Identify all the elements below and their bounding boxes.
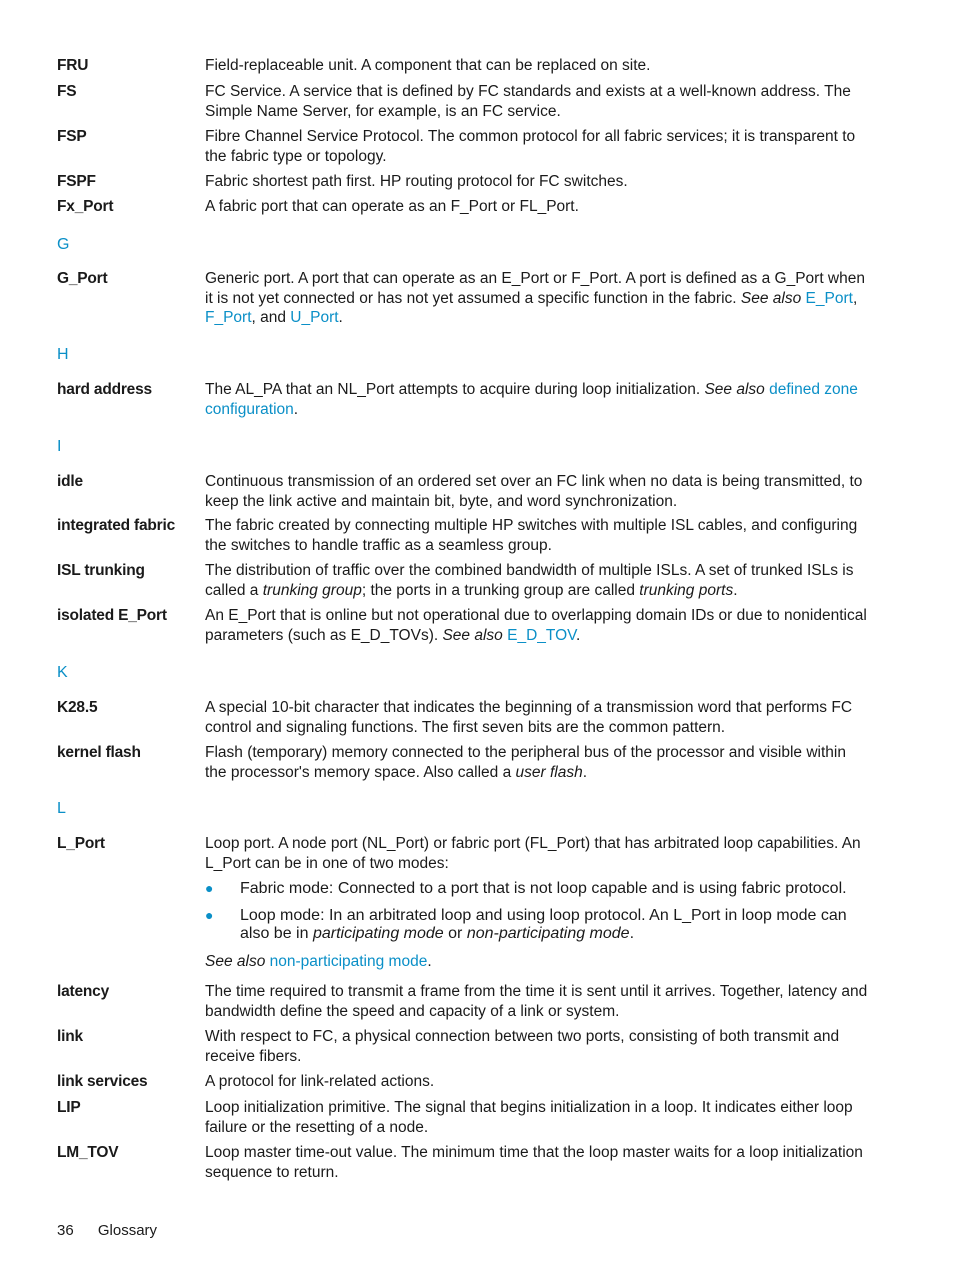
see-also-label: See also — [205, 953, 266, 970]
definition: The time required to transmit a frame from the time it is sent until it arrives. Together, latency and bandwidth define the speed and capacity of a link or system. — [205, 983, 868, 1020]
definition — [205, 561, 869, 600]
term: G_Port — [57, 270, 108, 287]
term: FRU — [57, 57, 89, 74]
definition: Loop master time-out value. The minimum time that the loop master waits for a loop initialization sequence to return. — [205, 1144, 863, 1181]
list-item-text: Loop mode: In an arbitrated loop and using loop protocol. An L_Port in loop mode can also be in — [240, 907, 847, 942]
entry-kernel-flash — [57, 743, 869, 782]
entry-fs — [57, 82, 869, 121]
entry-l-port — [57, 834, 869, 873]
term: isolated E_Port — [57, 607, 167, 624]
link-non-participating-mode[interactable]: non-participating mode — [269, 953, 428, 970]
link-e-port[interactable]: E_Port — [805, 289, 853, 307]
definition-text: Flash (temporary) memory connected to the peripheral bus of the processor and visible within the processor's memory space. Also called a — [205, 744, 846, 781]
see-also-label: See also — [442, 626, 503, 644]
definition-text: Generic port. A port that can operate as an E_Port or F_Port. A port is defined as a G_Port when it is not yet connected or has not yet assumed a specific function in the fabric. — [205, 270, 865, 307]
term: kernel flash — [57, 744, 141, 761]
term: FSPF — [57, 173, 96, 190]
section-letter-g: G — [57, 236, 70, 253]
italic-term: trunking group — [262, 581, 362, 599]
definition: Field-replaceable unit. A component that can be replaced on site. — [205, 57, 651, 74]
definition — [205, 952, 869, 972]
term: ISL trunking — [57, 562, 145, 579]
bullet-icon: ● — [205, 880, 214, 896]
definition: Fabric shortest path first. HP routing protocol for FC switches. — [205, 173, 628, 190]
period: . — [338, 309, 343, 326]
see-also-label: See also — [704, 381, 765, 398]
definition-text: ; the ports in a trunking group are called — [361, 581, 640, 599]
period: . — [293, 400, 299, 418]
term: Fx_Port — [57, 198, 114, 215]
entry-fru — [57, 56, 869, 76]
italic-term: trunking ports — [639, 581, 734, 599]
entry-g-port — [57, 269, 869, 328]
list-item — [205, 880, 872, 898]
term: FSP — [57, 128, 87, 145]
entry-hard-address — [57, 380, 869, 419]
definition: With respect to FC, a physical connection between two ports, consisting of both transmit and receive fibers. — [205, 1028, 840, 1065]
term: L_Port — [57, 835, 105, 852]
period: . — [733, 581, 738, 599]
entry-fsp — [57, 127, 869, 166]
definition — [205, 380, 869, 419]
entry-latency — [57, 982, 869, 1021]
list-item-text: Fabric mode: Connected to a port that is not loop capable and is using fabric protocol. — [240, 880, 847, 897]
definition-text: An E_Port that is online but not operational due to overlapping domain IDs or due to nonidentical parameters (such as E_D_TOVs). — [205, 607, 867, 644]
term: LM_TOV — [57, 1144, 119, 1161]
period: . — [576, 626, 581, 644]
bullet-icon: ● — [205, 907, 214, 923]
entry-lm-tov — [57, 1143, 869, 1182]
entry-isl-trunking — [57, 561, 869, 600]
definition: A special 10-bit character that indicates the beginning of a transmission word that performs FC control and signaling functions. The first seven bits are the common pattern. — [205, 699, 853, 736]
definition — [205, 743, 869, 782]
term: LIP — [57, 1099, 81, 1116]
definition-text: The distribution of traffic over the combined bandwidth of multiple ISLs. A set of trunked ISLs is called a — [205, 562, 854, 599]
see-also-label: See also — [740, 289, 802, 307]
page-number: 36 — [57, 1222, 74, 1239]
link-defined-zone-configuration[interactable]: defined zone configuration — [205, 381, 858, 418]
list-item — [205, 907, 872, 943]
entry-k28-5 — [57, 698, 869, 737]
period: . — [427, 953, 432, 970]
section-letter-l: L — [57, 800, 66, 817]
section-letter-i: I — [57, 438, 62, 455]
term: hard address — [57, 381, 152, 398]
page-footer — [57, 1222, 177, 1239]
period: . — [629, 925, 635, 942]
term: latency — [57, 983, 110, 1000]
entry-integrated-fabric — [57, 516, 869, 555]
definition: A protocol for link-related actions. — [205, 1073, 435, 1090]
definition: Fibre Channel Service Protocol. The common protocol for all fabric services; it is transparent to the fabric type or topology. — [205, 128, 856, 165]
entry-idle — [57, 472, 869, 511]
entry-fspf — [57, 172, 869, 192]
list-item-text: or — [443, 925, 467, 942]
section-name: Glossary — [97, 1222, 158, 1239]
definition: Loop initialization primitive. The signal that begins initialization in a loop. It indicates either loop failure or the resetting of a node. — [205, 1099, 853, 1136]
l-port-see-also — [57, 952, 869, 972]
entry-isolated-e-port — [57, 606, 869, 645]
definition: Continuous transmission of an ordered set over an FC link when no data is being transmitted, to keep the link active and maintain bit, byte, and word synchronization. — [205, 473, 863, 510]
definition: A fabric port that can operate as an F_Port or FL_Port. — [205, 198, 579, 215]
section-letter-h: H — [57, 346, 69, 363]
term: integrated fabric — [57, 517, 176, 534]
definition: Loop port. A node port (NL_Port) or fabric port (FL_Port) that has arbitrated loop capabilities. An L_Port can be in one of two modes: — [205, 835, 861, 872]
period: . — [582, 763, 588, 781]
link-f-port[interactable]: F_Port — [205, 309, 252, 326]
separator: , — [852, 289, 858, 307]
definition — [205, 269, 869, 328]
link-u-port[interactable]: U_Port — [290, 309, 339, 326]
term: link services — [57, 1073, 148, 1090]
definition: The fabric created by connecting multiple HP switches with multiple ISL cables, and configuring the switches to handle traffic as a seamless group. — [205, 517, 858, 554]
definition — [205, 606, 869, 645]
term: FS — [57, 83, 77, 100]
term: idle — [57, 473, 83, 490]
italic-term: participating mode — [312, 925, 444, 942]
term: K28.5 — [57, 699, 98, 716]
separator: , and — [251, 309, 291, 326]
section-letter-k: K — [57, 664, 68, 681]
entry-link — [57, 1027, 869, 1066]
italic-term: non-participating mode — [466, 925, 630, 942]
italic-term: user flash — [515, 763, 583, 781]
definition: FC Service. A service that is defined by FC standards and exists at a well-known address. The Simple Name Server, for example, is an FC service. — [205, 83, 851, 120]
entry-lip — [57, 1098, 869, 1137]
entry-fx-port — [57, 197, 869, 217]
entry-link-services — [57, 1072, 869, 1092]
term: link — [57, 1028, 83, 1045]
link-e-d-tov[interactable]: E_D_TOV — [507, 626, 577, 644]
definition-text: The AL_PA that an NL_Port attempts to acquire during loop initialization. — [205, 381, 705, 398]
